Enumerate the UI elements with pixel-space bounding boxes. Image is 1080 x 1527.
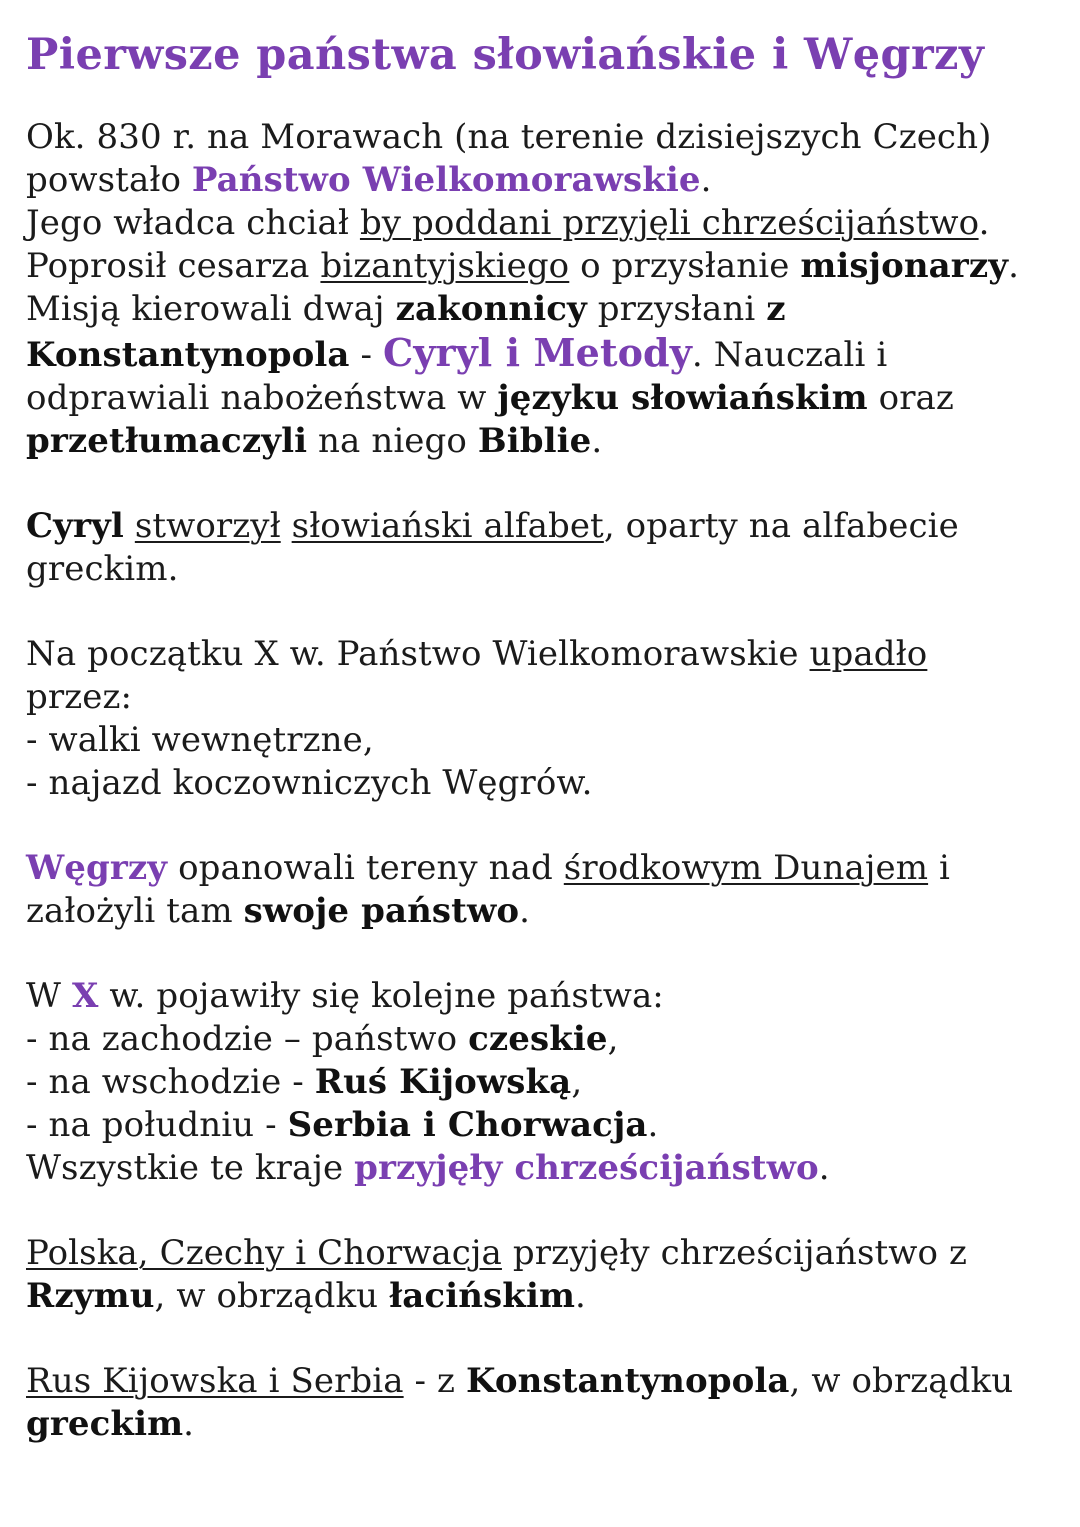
text-line: Rus Kijowska i Serbia - z Konstantynopola, w obrządku: [26, 1361, 1014, 1401]
list-item: - na wschodzie - Ruś Kijowską,: [26, 1062, 583, 1102]
underlined-phrase: bizantyjskiego: [320, 246, 570, 286]
highlight-term: Cyryl i Metody: [382, 330, 692, 375]
text-line: Cyryl stworzył słowiański alfabet, oparty na alfabecie: [26, 506, 959, 546]
bold-term: języku słowiańskim: [497, 378, 868, 418]
bold-term: z: [766, 289, 786, 329]
underlined-phrase: Polska, Czechy i Chorwacja: [26, 1233, 502, 1273]
paragraph-hungarians: [26, 847, 1066, 933]
bold-term: Serbia i Chorwacja: [287, 1105, 648, 1145]
bold-term: Cyryl: [26, 506, 124, 546]
underlined-phrase: by poddani przyjęli chrześcijaństwo: [359, 203, 979, 243]
text-line: Polska, Czechy i Chorwacja przyjęły chrześcijaństwo z: [26, 1233, 967, 1273]
text-line: Na początku X w. Państwo Wielkomorawskie upadło: [26, 634, 928, 674]
bold-term: łacińskim: [389, 1276, 576, 1316]
text-line: Jego władca chciał by poddani przyjęli chrześcijaństwo.: [26, 203, 990, 243]
bold-term: Ruś Kijowską: [314, 1062, 572, 1102]
paragraph-great-moravia: [26, 116, 1066, 463]
text-line: Konstantynopola - Cyryl i Metody. Nauczali i: [26, 330, 888, 375]
paragraph-greek-rite: [26, 1360, 1066, 1446]
text-line: Rzymu, w obrządku łacińskim.: [26, 1276, 586, 1316]
text-line: Węgrzy opanowali tereny nad środkowym Dunajem i: [26, 848, 950, 888]
list-item: - na zachodzie – państwo czeskie,: [26, 1019, 619, 1059]
highlight-term: przyjęły chrześcijaństwo: [354, 1148, 819, 1188]
list-item: - walki wewnętrzne,: [26, 720, 374, 760]
bold-term: Biblie: [477, 421, 592, 461]
text-line: Misją kierowali dwaj zakonnicy przysłani z: [26, 289, 786, 329]
text-line: greckim.: [26, 1404, 195, 1444]
bold-term: greckim: [26, 1404, 184, 1444]
bold-term: czeskie: [468, 1019, 608, 1059]
underlined-phrase: środkowym Dunajem: [563, 848, 929, 888]
list-item: - na południu - Serbia i Chorwacja.: [26, 1105, 659, 1145]
highlight-term: Państwo Wielkomorawskie: [191, 160, 701, 200]
bold-term: Rzymu: [26, 1276, 155, 1316]
text-line: greckim.: [26, 549, 179, 589]
text-line: W X w. pojawiły się kolejne państwa:: [26, 976, 664, 1016]
highlight-term: X: [71, 976, 99, 1016]
bold-term: Konstantynopola: [26, 335, 350, 375]
bold-term: zakonnicy: [395, 289, 587, 329]
text-line: przez:: [26, 677, 133, 717]
text-line: Wszystkie te kraje przyjęły chrześcijaństwo.: [26, 1148, 830, 1188]
document-page: [26, 24, 1066, 1446]
bold-term: misjonarzy: [800, 246, 1009, 286]
underlined-phrase: stworzył: [134, 506, 281, 546]
text-line: przetłumaczyli na niego Biblie.: [26, 421, 603, 461]
highlight-term: Węgrzy: [26, 848, 168, 888]
text-line: Ok. 830 r. na Morawach (na terenie dzisiejszych Czech): [26, 117, 992, 157]
bold-term: Konstantynopola: [465, 1361, 790, 1401]
underlined-phrase: upadło: [809, 634, 928, 674]
bold-term: przetłumaczyli: [26, 421, 308, 461]
text-line: odprawiali nabożeństwa w języku słowiańskim oraz: [26, 378, 954, 418]
text-line: założyli tam swoje państwo.: [26, 891, 531, 931]
bold-term: swoje państwo: [243, 891, 520, 931]
paragraph-fall: [26, 633, 1066, 805]
page-title: Pierwsze państwa słowiańskie i Węgrzy: [26, 30, 985, 80]
text-line: Poprosił cesarza bizantyjskiego o przysłanie misjonarzy.: [26, 246, 1020, 286]
list-item: - najazd koczowniczych Węgrów.: [26, 763, 593, 803]
paragraph-cyril-alphabet: [26, 505, 1066, 591]
underlined-phrase: słowiański alfabet: [291, 506, 604, 546]
paragraph-latin-rite: [26, 1232, 1066, 1318]
text-line: powstało Państwo Wielkomorawskie.: [26, 160, 712, 200]
paragraph-new-states: [26, 975, 1066, 1190]
underlined-phrase: Rus Kijowska i Serbia: [26, 1361, 404, 1401]
